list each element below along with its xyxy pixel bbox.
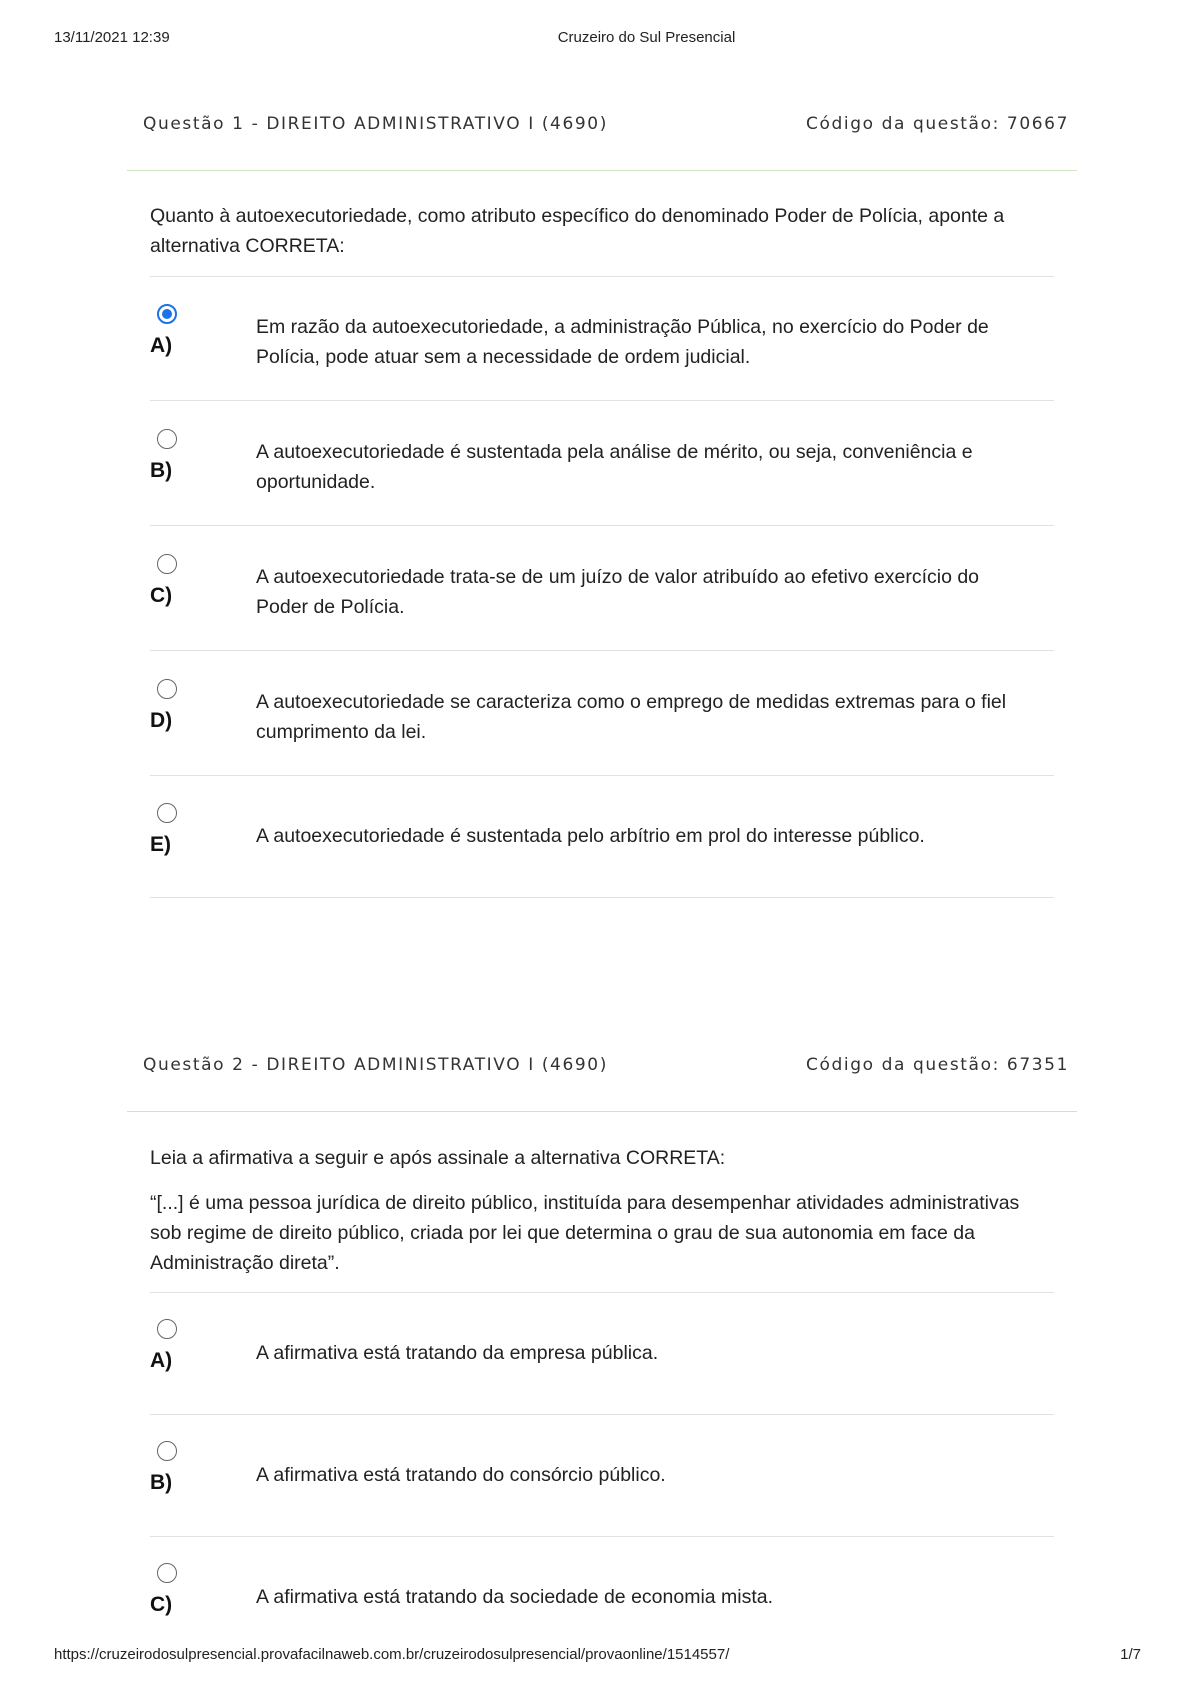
- option-letter: C): [150, 584, 173, 607]
- option-text: A afirmativa está tratando da sociedade de economia mista.: [256, 1586, 774, 1608]
- option-letter: D): [150, 709, 173, 732]
- option-b[interactable]: [150, 1441, 1054, 1566]
- radio-icon[interactable]: [157, 1319, 177, 1339]
- divider: [150, 276, 1054, 277]
- question-header: [127, 1055, 1077, 1112]
- divider: [150, 400, 1054, 401]
- question-statement: [150, 1143, 1050, 1278]
- radio-icon[interactable]: [157, 554, 177, 574]
- option-text: A afirmativa está tratando da empresa pública.: [256, 1342, 659, 1364]
- statement-paragraph: Leia a afirmativa a seguir e após assinale a alternativa CORRETA:: [150, 1147, 726, 1169]
- radio-icon[interactable]: [157, 803, 177, 823]
- print-url: https://cruzeirodosulpresencial.provafacilnaweb.com.br/cruzeirodosulpresencial/provaonline/1514557/: [54, 1646, 730, 1663]
- option-d[interactable]: [150, 679, 1054, 804]
- option-a[interactable]: [150, 304, 1054, 429]
- statement-paragraph: Quanto à autoexecutoriedade, como atributo específico do denominado Poder de Polícia, aponte a alternativa CORRETA:: [150, 205, 1005, 257]
- radio-selected-icon[interactable]: [157, 304, 177, 324]
- divider: [150, 1414, 1054, 1415]
- option-c[interactable]: [150, 554, 1054, 679]
- radio-icon[interactable]: [157, 1441, 177, 1461]
- option-letter: E): [150, 833, 171, 856]
- question-header: [127, 114, 1077, 171]
- option-a[interactable]: [150, 1319, 1054, 1444]
- divider: [150, 897, 1054, 898]
- radio-icon[interactable]: [157, 1563, 177, 1583]
- option-text: A autoexecutoriedade trata-se de um juízo de valor atribuído ao efetivo exercício do Poder de Polícia.: [256, 566, 980, 618]
- print-footer: [0, 1646, 1191, 1668]
- print-page-title: Cruzeiro do Sul Presencial: [557, 29, 736, 46]
- divider: [150, 775, 1054, 776]
- radio-icon[interactable]: [157, 429, 177, 449]
- divider: [150, 1536, 1054, 1537]
- divider: [150, 1292, 1054, 1293]
- question-statement: [150, 201, 1050, 261]
- question-title: Questão 1 - DIREITO ADMINISTRATIVO I (4690): [143, 114, 608, 134]
- option-letter: C): [150, 1593, 173, 1616]
- option-letter: B): [150, 1471, 173, 1494]
- option-text: A autoexecutoriedade é sustentada pelo arbítrio em prol do interesse público.: [256, 825, 925, 847]
- option-letter: A): [150, 1349, 173, 1372]
- option-c[interactable]: [150, 1563, 1054, 1633]
- question-title: Questão 2 - DIREITO ADMINISTRATIVO I (4690): [143, 1055, 608, 1075]
- print-page-number: 1/7: [1120, 1646, 1141, 1663]
- option-letter: B): [150, 459, 173, 482]
- option-b[interactable]: [150, 429, 1054, 554]
- question-code: Código da questão: 70667: [806, 114, 1069, 134]
- statement-quote: “[...] é uma pessoa jurídica de direito público, instituída para desempenhar atividades administrativas sob regime de direito público, criada por lei que determina o grau de sua autonomia em face da Administração direta”.: [150, 1192, 1020, 1274]
- divider: [150, 525, 1054, 526]
- option-text: A autoexecutoriedade se caracteriza como o emprego de medidas extremas para o fiel cumprimento da lei.: [256, 691, 1007, 743]
- option-e[interactable]: [150, 803, 1054, 928]
- print-header: [0, 29, 1191, 51]
- option-text: Em razão da autoexecutoriedade, a administração Pública, no exercício do Poder de Polícia, pode atuar sem a necessidade de ordem judicial.: [256, 316, 989, 368]
- question-code: Código da questão: 67351: [806, 1055, 1069, 1075]
- print-datetime: 13/11/2021 12:39: [54, 29, 170, 46]
- radio-icon[interactable]: [157, 679, 177, 699]
- option-text: A afirmativa está tratando do consórcio público.: [256, 1464, 666, 1486]
- option-text: A autoexecutoriedade é sustentada pela análise de mérito, ou seja, conveniência e oportunidade.: [256, 441, 973, 493]
- option-letter: A): [150, 334, 173, 357]
- divider: [150, 650, 1054, 651]
